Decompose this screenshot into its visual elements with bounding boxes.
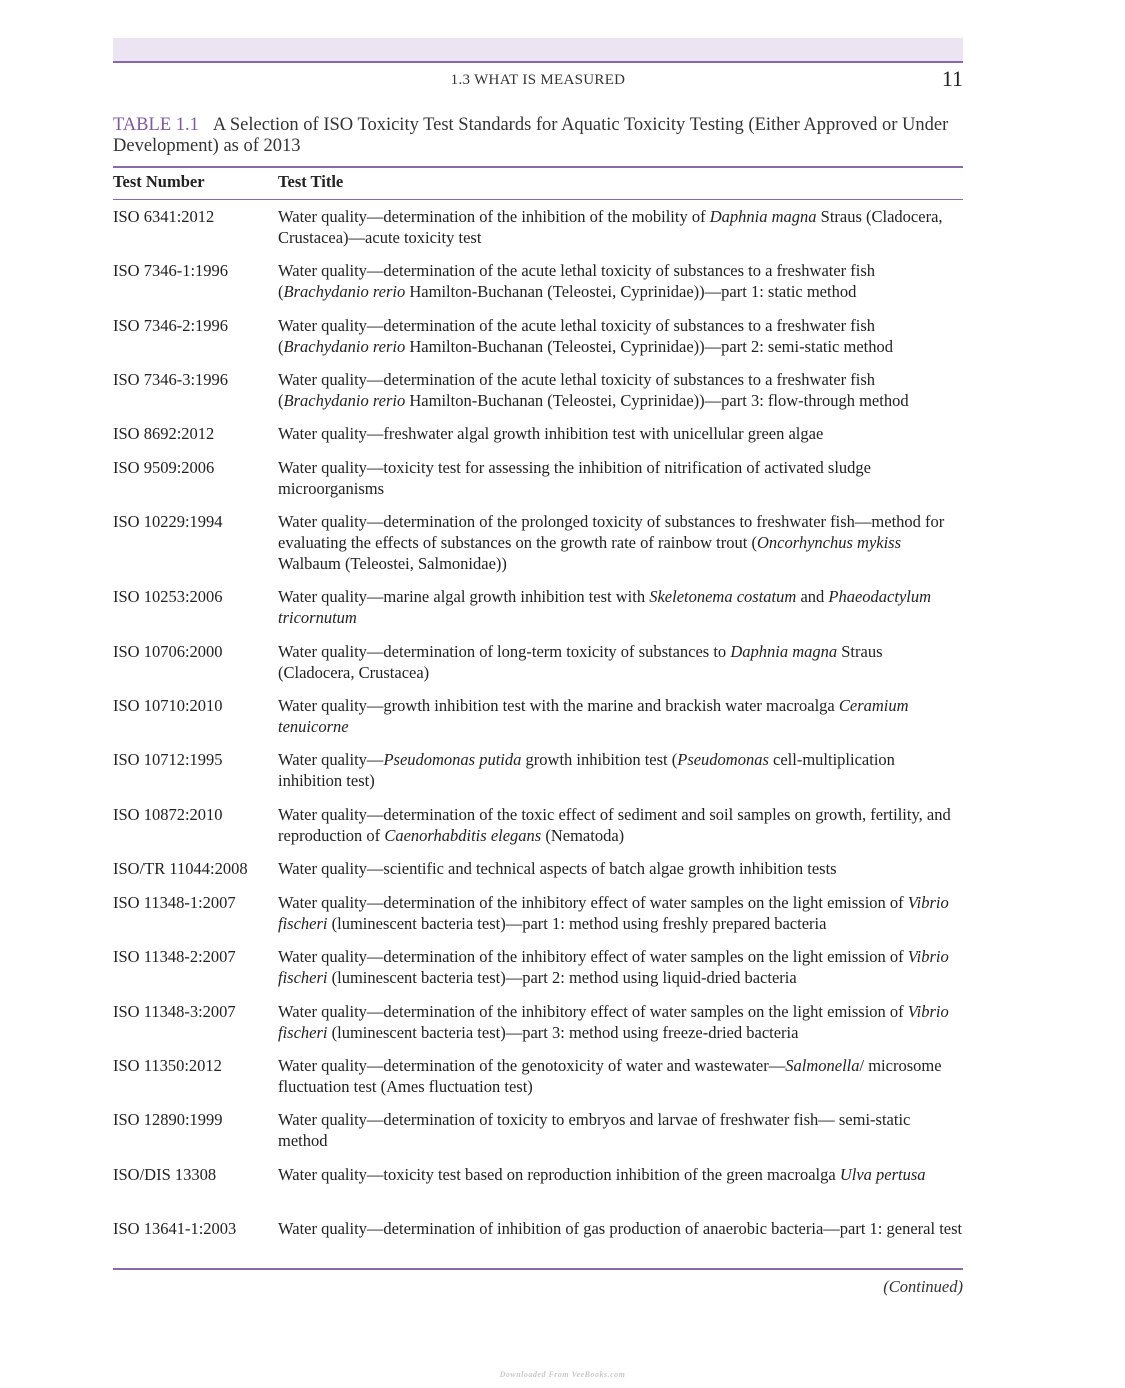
- title-text: Water quality—determination of the genotoxicity of water and wastewater—: [278, 1056, 786, 1075]
- test-title: [278, 457, 963, 499]
- watermark: Downloaded From VeeBooks.com: [499, 1370, 626, 1379]
- title-text: Water quality—scientific and technical aspects of batch algae growth inhibition tests: [278, 859, 837, 878]
- test-title: [278, 206, 963, 248]
- test-title: [278, 1109, 963, 1151]
- species-name: Phaeodactylum tricornutum: [278, 587, 932, 627]
- test-title: [278, 511, 963, 574]
- title-text: Water quality—determination of inhibition of gas production of anaerobic bacteria—part 1: general test: [278, 1219, 963, 1238]
- title-text: (luminescent bacteria test)—part 1: method using freshly prepared bacteria: [327, 914, 827, 933]
- test-title: [278, 423, 963, 444]
- species-name: Daphnia magna: [709, 207, 817, 226]
- test-number: ISO 10712:1995: [113, 750, 223, 769]
- test-number: ISO 13641-1:2003: [113, 1219, 237, 1238]
- test-number: ISO 10706:2000: [113, 642, 223, 661]
- species-name: Skeletonema costatum: [649, 587, 797, 606]
- species-name: Ceramium tenuicorne: [278, 696, 909, 736]
- test-number: ISO/TR 11044:2008: [113, 859, 248, 878]
- table-bottom-rule: [113, 1268, 963, 1270]
- test-title: [278, 369, 963, 411]
- species-name: Pseudomonas: [677, 750, 769, 769]
- species-name: Salmonella: [785, 1056, 860, 1075]
- test-title: [278, 892, 963, 934]
- test-title: [278, 1218, 963, 1239]
- test-title: [278, 260, 963, 302]
- title-text: Water quality—growth inhibition test with the marine and brackish water macroalga: [278, 696, 839, 715]
- continued-note: (Continued): [883, 1277, 963, 1296]
- test-title: [278, 695, 963, 737]
- table-caption: [113, 115, 963, 157]
- test-title: [278, 1001, 963, 1043]
- species-name: Brachydanio rerio: [283, 337, 406, 356]
- test-number: ISO 10872:2010: [113, 805, 223, 824]
- species-name: Caenorhabditis elegans: [384, 826, 542, 845]
- test-title: [278, 946, 963, 988]
- title-text: Water quality—marine algal growth inhibition test with: [278, 587, 650, 606]
- title-text: (Nematoda): [541, 826, 625, 845]
- test-number: ISO 11348-2:2007: [113, 947, 236, 966]
- test-title: [278, 1164, 963, 1185]
- test-number: ISO 8692:2012: [113, 424, 215, 443]
- title-text: Water quality—determination of the toxic effect of sediment and soil samples on growth, fertility, and reproduction of: [278, 805, 951, 845]
- header-band: [113, 38, 963, 61]
- table-top-rule: [113, 166, 963, 168]
- test-title: [278, 749, 963, 791]
- title-text: / microsome fluctuation test (Ames fluctuation test): [278, 1056, 942, 1096]
- title-text: Hamilton-Buchanan (Teleostei, Cyprinidae))—part 3: flow-through method: [405, 391, 909, 410]
- title-text: Water quality—determination of the acute lethal toxicity of substances to a freshwater fish (: [278, 316, 876, 356]
- test-number: ISO 11348-1:2007: [113, 893, 236, 912]
- species-name: Oncorhynchus mykiss: [756, 533, 902, 552]
- title-text: Water quality—freshwater algal growth inhibition test with unicellular green algae: [278, 424, 824, 443]
- test-title: [278, 641, 963, 683]
- test-number: ISO/DIS 13308: [113, 1165, 217, 1184]
- test-number: ISO 11350:2012: [113, 1056, 222, 1075]
- title-text: Straus (Cladocera, Crustacea): [278, 642, 883, 682]
- title-text: Walbaum (Teleostei, Salmonidae)): [278, 554, 507, 573]
- title-text: Hamilton-Buchanan (Teleostei, Cyprinidae))—part 1: static method: [405, 282, 857, 301]
- title-text: Water quality—determination of the inhibitory effect of water samples on the light emission of: [278, 893, 908, 912]
- table-label: TABLE 1.1: [113, 115, 199, 135]
- test-title: [278, 315, 963, 357]
- title-text: Water quality—determination of long-term toxicity of substances to: [278, 642, 731, 661]
- title-text: Hamilton-Buchanan (Teleostei, Cyprinidae))—part 2: semi-static method: [405, 337, 893, 356]
- test-number: ISO 12890:1999: [113, 1110, 223, 1129]
- test-number: ISO 11348-3:2007: [113, 1002, 236, 1021]
- title-text: Water quality—determination of the prolonged toxicity of substances to freshwater fish—method for evaluating the effects of substances on the growth rate of rainbow trout (: [278, 512, 945, 552]
- test-title: [278, 858, 963, 879]
- title-text: Water quality—determination of the acute lethal toxicity of substances to a freshwater fish (: [278, 370, 876, 410]
- title-text: Water quality—determination of the inhibitory effect of water samples on the light emission of: [278, 947, 908, 966]
- title-text: Water quality—: [278, 750, 384, 769]
- title-text: Water quality—determination of the inhibition of the mobility of: [278, 207, 710, 226]
- species-name: Vibrio fischeri: [278, 1002, 949, 1042]
- title-text: (luminescent bacteria test)—part 2: method using liquid-dried bacteria: [327, 968, 797, 987]
- test-number: ISO 7346-2:1996: [113, 316, 229, 335]
- page-number: 11: [941, 66, 963, 91]
- test-number: ISO 7346-1:1996: [113, 261, 229, 280]
- test-number: ISO 7346-3:1996: [113, 370, 229, 389]
- title-text: Water quality—determination of toxicity to embryos and larvae of freshwater fish— semi-static method: [278, 1110, 911, 1150]
- table-caption-text: A Selection of ISO Toxicity Test Standards for Aquatic Toxicity Testing (Either Approved or Under Development) as of 2013: [113, 115, 949, 156]
- test-title: [278, 586, 963, 628]
- title-text: Water quality—toxicity test based on reproduction inhibition of the green macroalga: [278, 1165, 840, 1184]
- test-title: [278, 804, 963, 846]
- species-name: Daphnia magna: [730, 642, 838, 661]
- test-number: ISO 6341:2012: [113, 207, 215, 226]
- title-text: and: [796, 587, 829, 606]
- running-head: 1.3 WHAT IS MEASURED: [450, 72, 626, 88]
- species-name: Vibrio fischeri: [278, 893, 949, 933]
- test-number: ISO 10710:2010: [113, 696, 223, 715]
- test-number: ISO 9509:2006: [113, 458, 215, 477]
- title-text: cell-multiplication inhibition test): [278, 750, 895, 790]
- species-name: Vibrio fischeri: [278, 947, 949, 987]
- test-number: ISO 10229:1994: [113, 512, 223, 531]
- species-name: Ulva pertusa: [839, 1165, 926, 1184]
- column-header-test-number: Test Number: [113, 172, 205, 191]
- species-name: Pseudomonas putida: [383, 750, 522, 769]
- table-header-rule: [113, 199, 963, 200]
- test-number: ISO 10253:2006: [113, 587, 223, 606]
- species-name: Brachydanio rerio: [283, 391, 406, 410]
- title-text: growth inhibition test (: [521, 750, 678, 769]
- title-text: Water quality—determination of the inhibitory effect of water samples on the light emission of: [278, 1002, 908, 1021]
- title-text: Water quality—toxicity test for assessing the inhibition of nitrification of activated sludge microorganisms: [278, 458, 871, 498]
- species-name: Brachydanio rerio: [283, 282, 406, 301]
- title-text: Straus (Cladocera, Crustacea)—acute toxicity test: [278, 207, 943, 247]
- title-text: Water quality—determination of the acute lethal toxicity of substances to a freshwater fish (: [278, 261, 876, 301]
- header-rule: [113, 61, 963, 63]
- title-text: (luminescent bacteria test)—part 3: method using freeze-dried bacteria: [327, 1023, 799, 1042]
- test-title: [278, 1055, 963, 1097]
- column-header-test-title: Test Title: [278, 172, 344, 191]
